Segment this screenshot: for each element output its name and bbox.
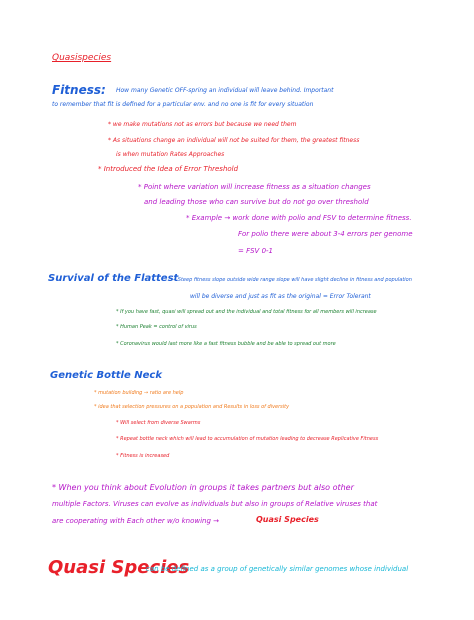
fitness-bullet-3b: and leading those who can survive but do not go over threshold	[144, 198, 369, 206]
fitness-bullet-3: * Introduced the Idea of Error Threshold	[98, 165, 239, 173]
bottleneck-bullet-1: * mutation building → ratio are help	[94, 390, 184, 396]
example-line-1: * Example → work done with polio and FSV to determine fitness.	[186, 214, 412, 222]
definition-heading: Quasi Species	[48, 557, 190, 578]
evolution-line-1: * When you think about Evolution in groups it takes partners but also other	[52, 483, 354, 492]
definition-text: can be defined as a group of genetically similar genomes whose individual	[146, 565, 409, 573]
example-line-3: = FSV 0-1	[238, 247, 274, 255]
bottleneck-heading: Genetic Bottle Neck	[50, 370, 162, 381]
evolution-line-2: multiple Factors. Viruses can evolve as individuals but also in groups of Relative viruses that	[52, 500, 378, 508]
survival-line-1: → Steep fitness slope outside wide range slope will have slight decline in fitness and population	[172, 277, 412, 283]
fitness-line-2: to remember that fit is defined for a particular env. and no one is fit for every situation	[52, 101, 314, 108]
survival-bullet-1: * If you have fast, quasi will spread out and the individual and total fitness for all members will increase	[116, 309, 377, 315]
evolution-end-term: Quasi Species	[256, 515, 319, 524]
survival-bullet-2: * Human Peak = control of virus	[116, 324, 197, 330]
evolution-line-3: are cooperating with Each other w/o knowing →	[52, 517, 220, 525]
example-line-2: For polio there were about 3-4 errors per genome	[238, 230, 413, 238]
bottleneck-bullet-2c: * Fitness is increased	[116, 453, 170, 459]
fitness-bullet-2a: * As situations change an individual will not be suited for them, the greatest fitness	[108, 137, 360, 144]
survival-line-2: will be diverse and just as fit as the original = Error Tolerant	[190, 293, 371, 300]
page-title: Quasispecies	[52, 53, 112, 63]
fitness-heading: Fitness:	[52, 83, 106, 97]
bottleneck-bullet-2b: * Repeat bottle neck which will lead to accumulation of mutation leading to decrease Replicative Fitness	[116, 436, 379, 442]
bottleneck-bullet-2: * idea that selection pressures on a population and Results in loss of diversity	[94, 404, 290, 410]
survival-heading: Survival of the Flattest	[48, 273, 179, 284]
fitness-bullet-1: * we make mutations not as errors but because we need them	[108, 121, 297, 128]
survival-bullet-3: * Coronavirus would last more like a fast fitness bubble and be able to spread out more	[116, 341, 336, 347]
fitness-bullet-2b: is when mutation Rates Approaches	[116, 151, 225, 158]
fitness-bullet-3a: * Point where variation will increase fitness as a situation changes	[138, 183, 371, 191]
fitness-line-1: How many Genetic OFF-spring an individual will leave behind. Important	[116, 87, 334, 94]
bottleneck-bullet-2a: * Will select from diverse Swarms	[116, 420, 201, 426]
